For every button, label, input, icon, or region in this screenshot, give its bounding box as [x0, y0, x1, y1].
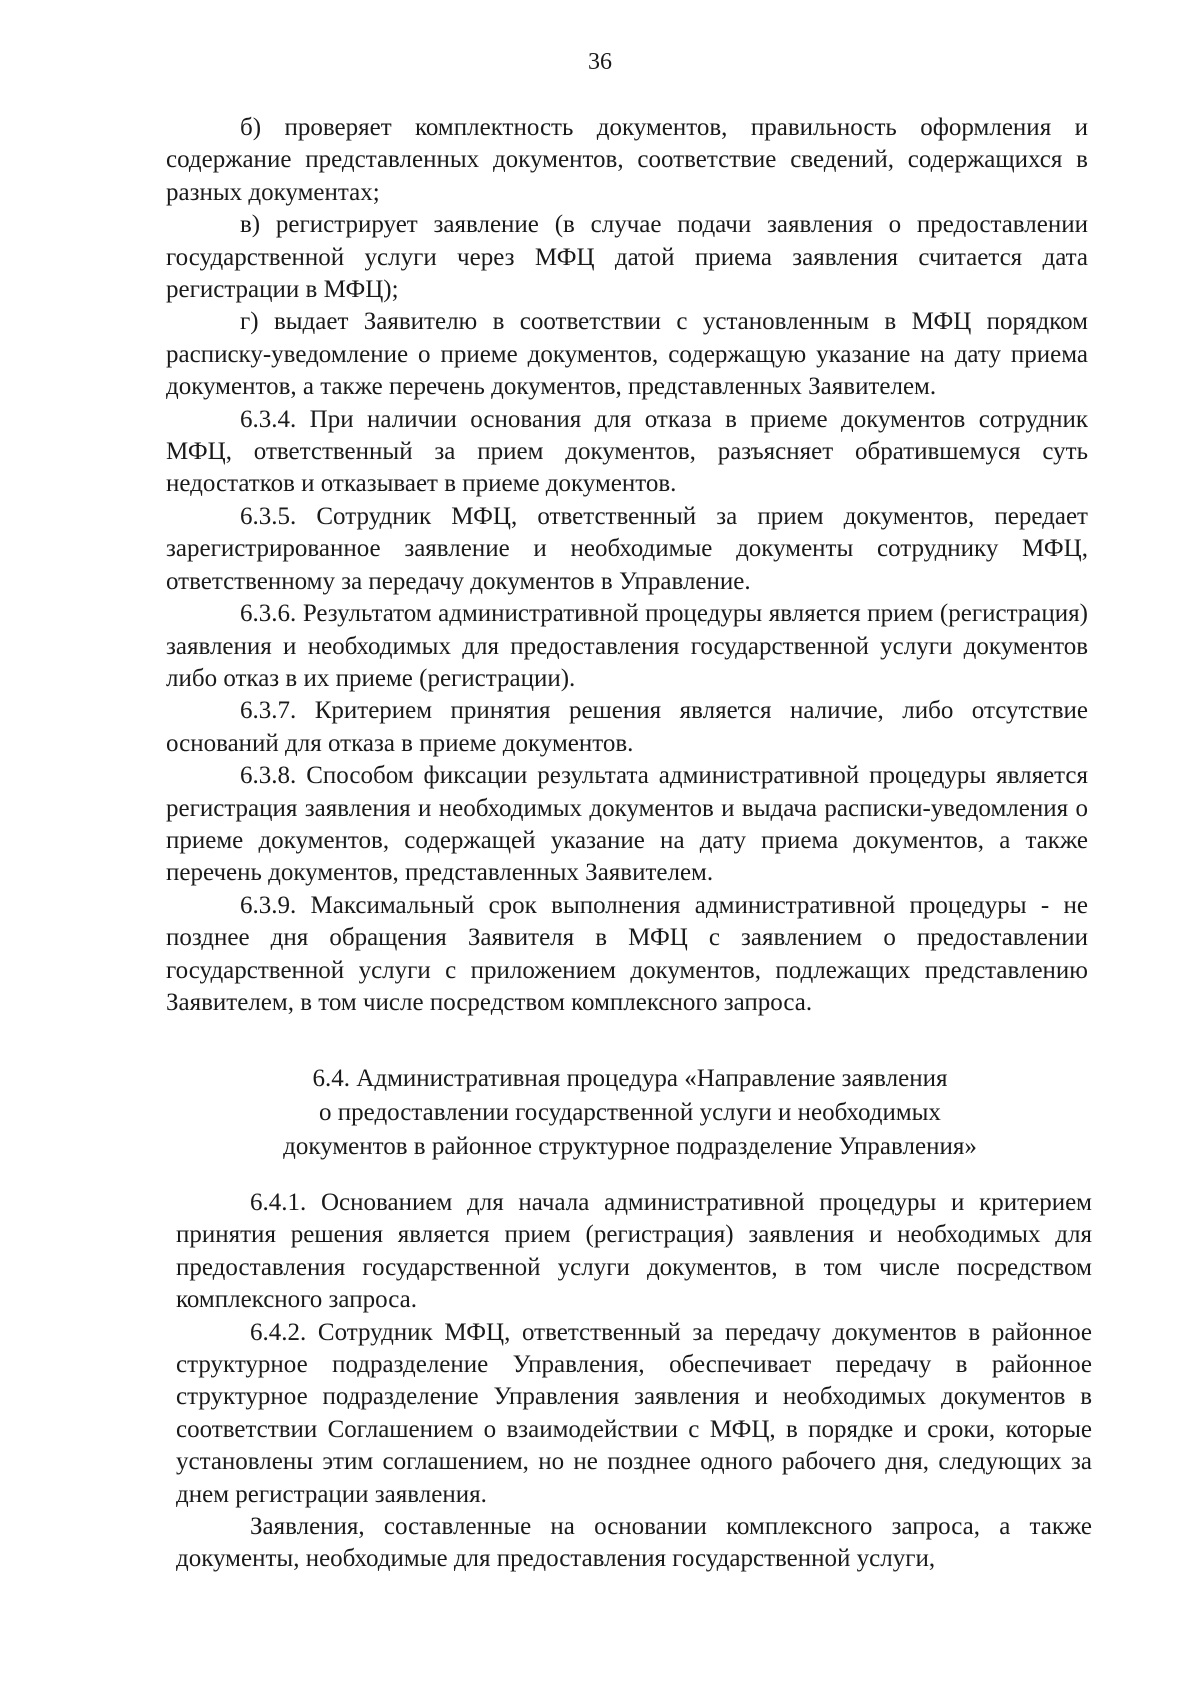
paragraph-6-4-1: 6.4.1. Основанием для начала административной процедуры и критерием принятия решения является прием (регистрация) заявления и необходимых для предоставления государственной услуги документов, в том числе посредством комплексного запроса.: [176, 1189, 1092, 1314]
paragraph-6-3-4: 6.3.4. При наличии основания для отказа в приеме документов сотрудник МФЦ, ответственный за прием документов, разъясняет обратившемуся суть недостатков и отказывает в приеме документов.: [166, 405, 1088, 498]
paragraph-6-3-9: 6.3.9. Максимальный срок выполнения административной процедуры - не позднее дня обращения Заявителя в МФЦ с заявлением о предоставлении государственной услуги с приложением документов, подлежащих представлению Заявителем, в том числе посредством комплексного запроса.: [166, 891, 1088, 1016]
paragraph-6-3-6: 6.3.6. Результатом административной процедуры является прием (регистрация) заявления и необходимых для предоставления государственной услуги документов либо отказ в их приеме (регистрации).: [166, 600, 1088, 692]
body-text-top: [166, 112, 1088, 1019]
paragraph-item-v: в) регистрирует заявление (в случае подачи заявления о предоставлении государственной услуги через МФЦ датой приема заявления считается дата регистрации в МФЦ);: [166, 211, 1088, 304]
paragraph-6-3-7: 6.3.7. Критерием принятия решения является наличие, либо отсутствие оснований для отказа в приеме документов.: [166, 697, 1088, 757]
heading-line: 6.4. Административная процедура «Направление заявления: [312, 1065, 948, 1092]
heading-line: о предоставлении государственной услуги и необходимых: [319, 1099, 941, 1126]
paragraph-item-g: г) выдает Заявителю в соответствии с установленным в МФЦ порядком расписку-уведомление о приеме документов, содержащую указание на дату приема документов, а также перечень документов, представленных Заявителем.: [166, 308, 1088, 401]
paragraph-6-3-8: 6.3.8. Способом фиксации результата административной процедуры является регистрация заявления и необходимых документов и выдача расписки-уведомления о приеме документов, содержащей указание на дату приема документов, а также перечень документов, представленных Заявителем.: [166, 762, 1088, 887]
paragraph-item-b: б) проверяет комплектность документов, правильность оформления и содержание представленных документов, соответствие сведений, содержащихся в разных документах;: [166, 114, 1088, 206]
body-text-bottom: [176, 1187, 1092, 1576]
heading-line: документов в районное структурное подразделение Управления»: [283, 1133, 977, 1160]
paragraph-6-4-2: 6.4.2. Сотрудник МФЦ, ответственный за передачу документов в районное структурное подразделение Управления, обеспечивает передачу в районное структурное подразделение Управления заявления и необходимых документов в соответствии Соглашением о взаимодействии с МФЦ, в порядке и сроки, которые установлены этим соглашением, но не позднее одного рабочего дня, следующих за днем регистрации заявления.: [176, 1318, 1092, 1508]
page-number: 36: [588, 49, 612, 75]
paragraph-complex-request: Заявления, составленные на основании комплексного запроса, а также документы, необходимые для предоставления государственной услуги,: [176, 1513, 1092, 1573]
paragraph-6-3-5: 6.3.5. Сотрудник МФЦ, ответственный за прием документов, передает зарегистрированное заявление и необходимые документы сотруднику МФЦ, ответственному за передачу документов в Управление.: [166, 502, 1088, 595]
section-heading-6-4: [250, 1062, 1010, 1164]
